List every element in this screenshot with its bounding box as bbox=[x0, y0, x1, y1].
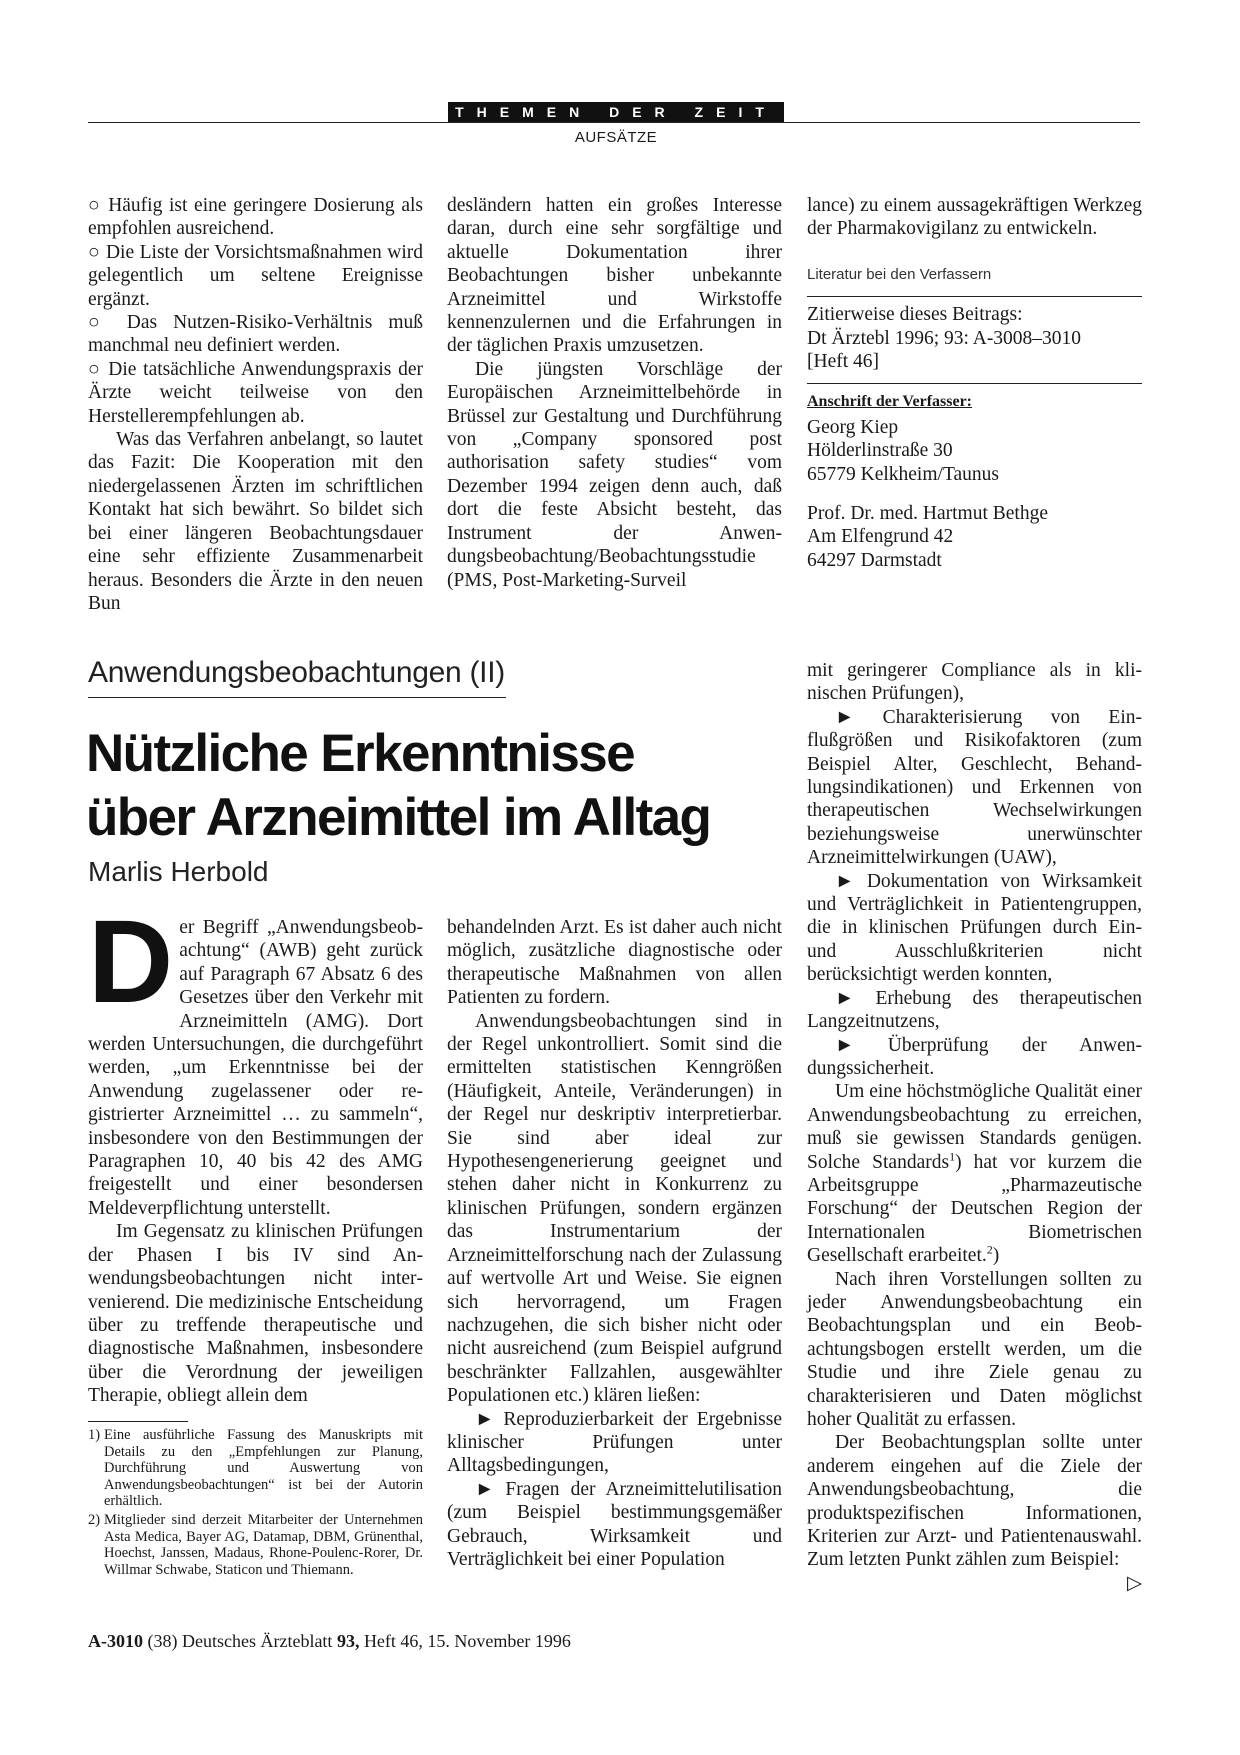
literature-note: Literatur bei den Verfassern bbox=[807, 265, 992, 283]
section-subtitle: AUFSÄTZE bbox=[574, 129, 658, 146]
volume-number: 93, bbox=[336, 1631, 360, 1651]
footnote-2 bbox=[88, 1512, 423, 1578]
body-column-3 bbox=[807, 659, 1142, 1595]
paragraph bbox=[807, 1431, 1142, 1594]
article-kicker: Anwendungsbeobachtungen (II) bbox=[88, 656, 505, 689]
paragraph: Anwendungsbeobachtungen sind in der Regel unkontrolliert. Somit sind die ermittelten statistischen Kenngrößen (Häufigkeit, Anteile, Veränderungen) in der Regel nur deskriptiv interpretierbar. Sie sind aber ideal zur Hypothesengenerierung geeignet und stehen daher nicht in Konkurrenz zu klinischen Prüfungen, sondern ergänzen das Instrumentarium der Arzneimittelforschung nach der Zulassung auf wertvolle Art und Weise. Sie eignen sich hervorragend, um Fragen nachzugehen, die sich bisher nicht oder nicht ausreichend (zum Beispiel aufgrund beschränkter Fallzahlen, ausgewählter Populationen etc.) klären ließen: bbox=[447, 1010, 782, 1407]
body-column-2 bbox=[447, 916, 782, 1571]
title-line: über Arzneimittel im Alltag bbox=[86, 788, 711, 847]
address-1 bbox=[807, 416, 1142, 486]
divider bbox=[807, 383, 1142, 384]
footnote-number: 1) bbox=[88, 1427, 101, 1443]
paragraph: Was das Verfahren anbelangt, so lautet das Fazit: Die Kooperation mit den niedergelassenen Ärzten im schriftlichen Kontakt hat sich bewährt. So bildet sich bei einer längeren Beobachtungsdauer eine sehr effiziente Zusammenarbeit heraus. Besonders die Ärzte in den neuen Bun bbox=[88, 429, 423, 614]
section-banner: THEMEN DER ZEIT bbox=[448, 102, 784, 122]
citation-line: Zitierweise dieses Beitrags: bbox=[807, 304, 1023, 326]
bullet-item: ► Überprüfung der Anwendungssicherheit. bbox=[807, 1034, 1142, 1079]
continue-arrow-icon: ▷ bbox=[1127, 1572, 1142, 1594]
bullet-item: ► Dokumentation von Wirksamkeit und Verträglichkeit in Patientengruppen, die in klinischen Prüfungen durch Ein- und Ausschlußkriterien nicht berücksichtigt werden konnten, bbox=[807, 870, 1142, 986]
address-line: Prof. Dr. med. Hartmut Bethge bbox=[807, 503, 1048, 525]
footnote-1 bbox=[88, 1427, 423, 1510]
citation-line: Dt Ärztebl 1996; 93: A-3008–3010 bbox=[807, 327, 1082, 349]
paragraph: Im Gegensatz zu klinischen Prüfungen der Phasen I bis IV sind Anwendungsbeobachtungen nicht intervenierend. Die medizinische Entscheidung über zu treffende therapeutische und diagnostische Maßnahmen, insbesondere über die Verordnung der jeweiligen Therapie, obliegt allein dem bbox=[88, 1221, 423, 1407]
footer-text: Heft 46, 15. November 1996 bbox=[359, 1631, 571, 1651]
top-column-3 bbox=[807, 194, 1142, 572]
citation-line: [Heft 46] bbox=[807, 351, 880, 373]
page-footer bbox=[88, 1631, 571, 1652]
paragraph: desländern hatten ein großes Interesse daran, durch eine sehr sorgfältige und aktuelle Dokumentation ihrer Beobachtungen bisher unbekannte Arzneimittel und Wirkstoffe kennenzulernen und die Erfahrungen in der täglichen Praxis umzusetzen. bbox=[447, 195, 782, 357]
paragraph: ○ Häufig ist eine geringere Dosierung als empfohlen ausreichend. bbox=[88, 195, 423, 240]
paragraph: Nach ihren Vorstellungen sollten zu jeder Anwendungsbeobachtung ein Beobachtungsplan und ein Beobachtungsbogen erstellt werden, um die Studie und ihre Ziele genau zu charakterisieren und Daten möglichst hoher Qualität zu erfassen. bbox=[807, 1268, 1142, 1430]
body-column-1 bbox=[88, 896, 423, 1408]
footnote-rule bbox=[88, 1421, 188, 1422]
kicker-underline bbox=[88, 697, 506, 698]
bullet-item: ► Charakterisierung von Einflußgrößen und Risikofaktoren (zum Beispiel Alter, Geschlecht, Behandlungsindikationen) und Erkennen von therapeutischen Wechselwirkungen beziehungsweise unerwünschter Arzneimittelwirkungen (UAW), bbox=[807, 706, 1142, 869]
address-2 bbox=[807, 502, 1142, 572]
divider bbox=[807, 296, 1142, 297]
footnote-ref: 2 bbox=[986, 1242, 993, 1257]
text-run: ) hat vor kurzem die Arbeitsgruppe „Pharmazeutische Forschung“ der Deutschen Region der Internationalen Biometrischen Gesellschaft erarbeitet. bbox=[807, 1151, 1142, 1267]
address-line: 64297 Darmstadt bbox=[807, 549, 942, 571]
drop-cap: D bbox=[88, 896, 174, 1028]
footnote-text: Eine ausführliche Fassung des Manuskripts mit Details zu den „Empfehlungen zur Planung, Durchführung und Auswertung von Anwendungsbeobachtungen“ ist bei der Autorin erhältlich. bbox=[104, 1427, 423, 1510]
footnote-text: Mitglieder sind derzeit Mitarbeiter der Unternehmen Asta Medica, Bayer AG, Datamap, DBM, Grünenthal, Hoechst, Janssen, Madaus, Rhone-Poulenc-Rorer, Dr. Willmar Schwabe, Staticon und Thiemann. bbox=[104, 1512, 423, 1578]
header-rule bbox=[88, 122, 1140, 123]
page-number: A-3010 bbox=[88, 1631, 143, 1651]
address-line: Georg Kiep bbox=[807, 416, 899, 438]
article-author: Marlis Herbold bbox=[88, 856, 269, 887]
address-line: 65779 Kelkheim/Taunus bbox=[807, 463, 999, 485]
footer-text: (38) Deutsches Ärzteblatt bbox=[143, 1631, 337, 1651]
paragraph: lance) zu einem aussagekräftigen Werkzeg der Pharmakovigilanz zu entwickeln. bbox=[807, 195, 1142, 240]
text-run: ) bbox=[992, 1245, 1000, 1267]
paragraph bbox=[807, 1080, 1142, 1267]
address-line: Hölderlinstraße 30 bbox=[807, 440, 953, 462]
paragraph: behandelnden Arzt. Es ist daher auch nicht möglich, zusätzliche diagnostische oder therapeutische Maßnahmen von allen Patienten zu fordern. bbox=[447, 917, 782, 1009]
paragraph-text: er Begriff „Anwendungsbeobachtung“ (AWB) geht zurück auf Paragraph 67 Absatz 6 des Gesetzes über den Verkehr mit Arzneimitteln (AMG). Dort werden Untersuchungen, die durchgeführt werden, „um Erkenntnisse bei der Anwendung zugelassener oder registrierter Arzneimittel … zu sammeln“, insbesondere von den Bestimmungen der Paragraphen 10, 40 bis 42 des AMG freigestellt und einer besondersen Meldeverpflichtung unterstellt. bbox=[88, 917, 423, 1219]
article-title bbox=[86, 722, 776, 850]
paragraph: ○ Die tatsächliche Anwendungspraxis der Ärzte weicht teilweise von den Herstellerempfehlungen ab. bbox=[88, 358, 423, 427]
paragraph: ○ Das Nutzen-Risiko-Verhältnis muß manchmal neu definiert werden. bbox=[88, 312, 423, 357]
bullet-item: ► Erhebung des therapeutischen Langzeitnutzens, bbox=[807, 987, 1142, 1033]
title-line: Nützliche Erkenntnisse bbox=[86, 724, 634, 783]
bullet-item: ► Fragen der Arzneimittelutilisation (zum Beispiel bestimmungsgemäßer Gebrauch, Wirksamkeit und Verträglichkeit bei einer Population bbox=[447, 1478, 782, 1570]
citation-block bbox=[807, 303, 1142, 373]
footnote-number: 2) bbox=[88, 1512, 101, 1528]
footnote-ref: 1 bbox=[949, 1149, 956, 1164]
bullet-item: ► Reproduzierbarkeit der Ergebnisse klinischer Prüfungen unter Alltagsbedingungen, bbox=[447, 1408, 782, 1477]
paragraph: mit geringerer Compliance als in klinischen Prüfungen), bbox=[807, 660, 1142, 705]
paragraph: ○ Die Liste der Vorsichtsmaßnahmen wird gelegentlich um seltene Ereignisse ergänzt. bbox=[88, 241, 423, 310]
paragraph: Die jüngsten Vorschläge der Europäischen Arzneimittelbehörde in Brüssel zur Gestaltung und Durchführung von „Company sponsored post authorisation safety studies“ vom Dezember 1994 zeigen denn auch, daß dort die feste Absicht besteht, das Instrument der Anwendungsbeobachtung/Beobachtungsstudie (PMS, Post-Marketing-Surveil bbox=[447, 358, 782, 591]
text-run: Der Beobachtungsplan sollte unter anderem eingehen auf die Ziele der Anwendungsbeobachtung, die produktspezifischen Informationen, Kriterien zur Arzt- und Patientenauswahl. Zum letzten Punkt zählen zum Beispiel: bbox=[807, 1432, 1142, 1571]
address-line: Am Elfengrund 42 bbox=[807, 526, 954, 548]
top-column-1 bbox=[88, 194, 423, 615]
paragraph bbox=[88, 896, 423, 1220]
top-column-2 bbox=[447, 194, 782, 592]
address-heading: Anschrift der Verfasser: bbox=[807, 393, 973, 411]
text-run: Um eine höchstmögliche Qualität einer Anwendungsbeobachtung zu erreichen, muß sie gewissen Standards genügen. Solche Standards bbox=[807, 1081, 1142, 1173]
